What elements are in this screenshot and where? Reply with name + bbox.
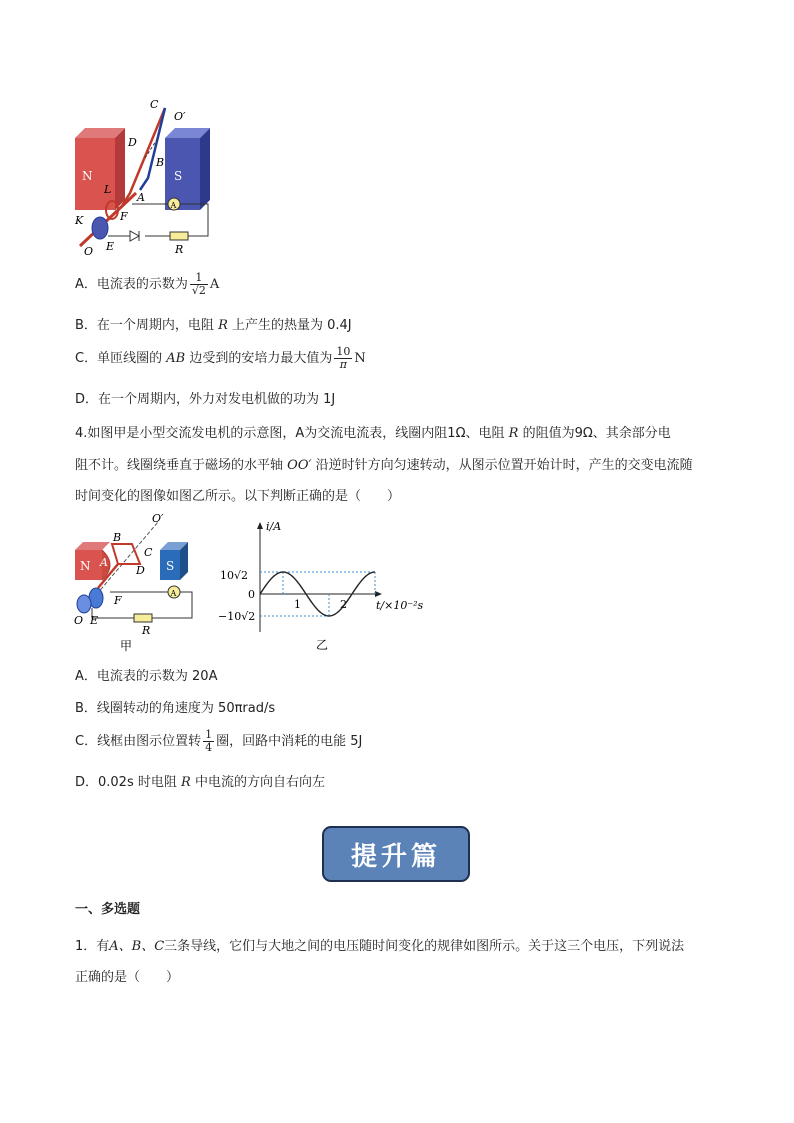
fraction: $\frac{1}{√2}$: [191, 271, 206, 297]
fraction: $\frac{10}{\pi}$: [336, 345, 351, 371]
q4-stem-line2: 阻不计。线圈绕垂直于磁场的水平轴 OO′ 沿逆时针方向匀速转动，从图示位置开始计时，产生的交变电流随: [75, 458, 693, 473]
section-heading: 一、多选题: [75, 902, 141, 917]
svg-text:D: D: [128, 136, 137, 149]
svg-text:甲: 甲: [120, 639, 133, 653]
x-tick-2: 2: [340, 598, 347, 611]
q4-current-graph: [218, 512, 428, 652]
x-axis-label: t/×10⁻²s: [376, 599, 424, 612]
svg-text:B: B: [156, 156, 165, 169]
y-tick-top: 10√2: [220, 569, 249, 582]
graph-caption: 乙: [316, 638, 329, 652]
x-tick-1: 1: [294, 598, 301, 611]
q3-option-b[interactable]: B．在一个周期内，电阻 R 上产生的热量为 0.4J: [75, 318, 352, 333]
q3-generator-figure: [70, 98, 220, 258]
svg-text:K: K: [75, 214, 84, 227]
svg-text:A: A: [100, 556, 108, 569]
q4-stem-line1: 4.如图甲是小型交流发电机的示意图，A为交流电流表，线圈内阻1Ω、电阻 R 的阻值为9Ω、其余部分电: [75, 426, 671, 441]
q4-option-a[interactable]: A．电流表的示数为 20A: [75, 669, 218, 684]
svg-text:O′: O′: [152, 512, 164, 525]
svg-text:N: N: [80, 559, 91, 573]
q4-stem-line3: 时间变化的图像如图乙所示。以下判断正确的是（ ）: [75, 489, 401, 504]
q4-option-d[interactable]: D．0.02s 时电阻 R 中电流的方向自右向左: [75, 775, 325, 790]
fraction: $\frac{1}{4}$: [205, 728, 213, 754]
svg-text:O: O: [74, 614, 84, 627]
y-tick-bottom: −10√2: [218, 610, 256, 623]
section-banner: [322, 826, 470, 882]
svg-text:C: C: [150, 98, 159, 111]
q3-option-a[interactable]: A．电流表的示数为 $\frac{1}{√2}$ A: [75, 271, 220, 297]
ammeter-label: A: [170, 201, 177, 210]
svg-text:C: C: [144, 546, 153, 559]
svg-text:B: B: [113, 531, 122, 544]
svg-text:R: R: [175, 243, 184, 256]
svg-text:E: E: [90, 614, 99, 627]
banner-text: 提升篇: [350, 841, 441, 872]
svg-text:R: R: [142, 624, 151, 637]
svg-text:O: O: [84, 245, 94, 258]
q4-option-c[interactable]: C．线框由图示位置转 $\frac{1}{4}$ 圈，回路中消耗的电能 5J: [75, 728, 363, 754]
svg-text:F: F: [114, 594, 122, 607]
svg-text:E: E: [106, 240, 115, 253]
svg-text:D: D: [136, 564, 145, 577]
svg-text:A: A: [137, 191, 145, 204]
q1-stem-line1: 1．有A、B、C三条导线，它们与大地之间的电压随时间变化的规律如图所示。关于这三个电压，下列说法: [75, 939, 685, 954]
q3-option-d[interactable]: D．在一个周期内，外力对发电机做的功为 1J: [75, 392, 336, 407]
q4-figure-jia: [70, 508, 205, 653]
q3-option-c[interactable]: C．单匝线圈的 AB 边受到的安培力最大值为 $\frac{10}{\pi}$ N: [75, 345, 366, 371]
svg-text:L: L: [104, 183, 112, 196]
q4-option-b[interactable]: B．线圈转动的角速度为 50πrad/s: [75, 701, 276, 716]
y-tick-zero: 0: [248, 588, 255, 601]
svg-text:S: S: [166, 559, 175, 573]
south-label: S: [174, 169, 183, 183]
y-axis-label: i/A: [266, 520, 282, 533]
north-label: N: [82, 169, 93, 183]
north-magnet: [75, 138, 115, 210]
svg-text:F: F: [120, 210, 128, 223]
q1-stem-line2: 正确的是（ ）: [75, 970, 180, 985]
svg-text:A: A: [170, 589, 177, 598]
svg-text:O′: O′: [174, 110, 186, 123]
